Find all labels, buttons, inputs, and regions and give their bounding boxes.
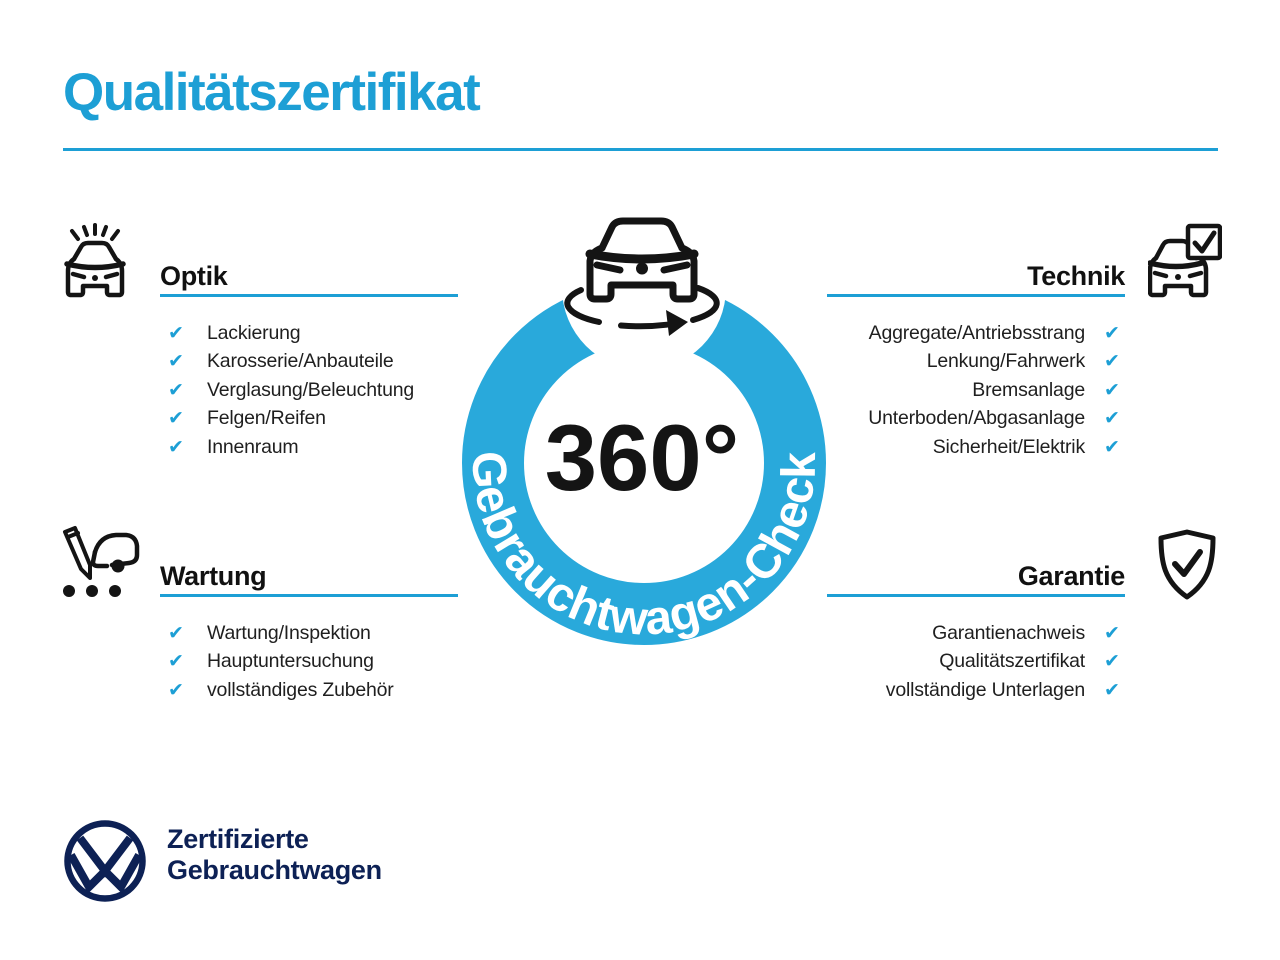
check-icon: ✔ xyxy=(1104,378,1120,401)
shield-check-icon xyxy=(1156,528,1218,602)
section-title-garantie: Garantie xyxy=(1017,561,1125,591)
checklist-item-label: Felgen/Reifen xyxy=(207,407,326,430)
checklist-item xyxy=(168,376,414,405)
checklist-item-label: vollständiges Zubehör xyxy=(207,678,394,701)
page-title: Qualitätszertifikat xyxy=(63,63,480,122)
checklist-item xyxy=(168,348,414,377)
checklist-wartung xyxy=(168,619,394,705)
checklist-optik xyxy=(168,319,414,462)
checklist-technik xyxy=(868,319,1126,462)
checklist-item xyxy=(886,648,1126,677)
check-icon: ✔ xyxy=(1104,321,1120,344)
check-icon: ✔ xyxy=(168,378,184,401)
checklist-garantie xyxy=(886,619,1126,705)
footer-brand-text xyxy=(167,824,382,885)
checklist-item-label: Qualitätszertifikat xyxy=(939,650,1085,673)
checklist-item-label: Wartung/Inspektion xyxy=(207,621,371,644)
check-icon: ✔ xyxy=(168,321,184,344)
title-divider xyxy=(63,148,1218,151)
check-icon: ✔ xyxy=(1104,350,1120,373)
checklist-item xyxy=(868,433,1126,462)
checklist-item-label: vollständige Unterlagen xyxy=(885,678,1085,701)
checklist-item-label: Bremsanlage xyxy=(972,378,1085,401)
check-icon: ✔ xyxy=(168,678,184,701)
checklist-item-label: Garantienachweis xyxy=(932,621,1085,644)
checklist-item xyxy=(168,619,394,648)
check-icon: ✔ xyxy=(168,435,184,458)
checklist-item xyxy=(886,676,1126,705)
badge-ring-label: Gebrauchtwagen-Check xyxy=(461,450,827,647)
checklist-item-label: Hauptuntersuchung xyxy=(207,650,374,673)
vw-logo-icon xyxy=(63,819,147,903)
footer-brand-line1: Zertifizierte xyxy=(167,824,309,854)
section-technik xyxy=(660,220,1222,480)
checklist-item-label: Sicherheit/Elektrik xyxy=(932,435,1085,458)
section-divider xyxy=(160,294,458,297)
checklist-item-label: Unterboden/Abgasanlage xyxy=(868,407,1085,430)
section-divider xyxy=(827,294,1125,297)
section-wartung xyxy=(60,520,622,780)
footer-brand-line2: Gebrauchtwagen xyxy=(167,854,382,885)
checklist-item-label: Verglasung/Beleuchtung xyxy=(207,378,415,401)
check-icon: ✔ xyxy=(1104,621,1120,644)
section-divider xyxy=(160,594,458,597)
check-icon: ✔ xyxy=(168,621,184,644)
check-icon: ✔ xyxy=(1104,678,1120,701)
checklist-item xyxy=(868,376,1126,405)
checklist-item xyxy=(886,619,1126,648)
section-optik xyxy=(60,220,622,480)
checklist-item xyxy=(168,648,394,677)
checklist-item-label: Lenkung/Fahrwerk xyxy=(926,350,1085,373)
checklist-item xyxy=(168,433,414,462)
check-icon: ✔ xyxy=(1104,435,1120,458)
checklist-item-label: Karosserie/Anbauteile xyxy=(207,350,394,373)
check-icon: ✔ xyxy=(1104,407,1120,430)
section-title-optik: Optik xyxy=(160,261,228,291)
checklist-item xyxy=(168,676,394,705)
section-garantie xyxy=(660,520,1222,780)
badge-center-label: 360° xyxy=(544,405,740,510)
checklist-item xyxy=(868,405,1126,434)
check-icon: ✔ xyxy=(168,407,184,430)
section-divider xyxy=(827,594,1125,597)
checklist-item xyxy=(868,319,1126,348)
car-checkbox-icon xyxy=(1148,222,1222,302)
check-icon: ✔ xyxy=(168,650,184,673)
car-shine-icon xyxy=(60,222,130,300)
checklist-item-label: Innenraum xyxy=(207,435,299,458)
checklist-item xyxy=(868,348,1126,377)
section-title-wartung: Wartung xyxy=(160,561,267,591)
section-title-technik: Technik xyxy=(1027,261,1125,291)
checklist-item-label: Lackierung xyxy=(207,321,301,344)
pencil-car-icon xyxy=(60,522,140,602)
checklist-item xyxy=(168,405,414,434)
check-icon: ✔ xyxy=(168,350,184,373)
checklist-item xyxy=(168,319,414,348)
check-icon: ✔ xyxy=(1104,650,1120,673)
checklist-item-label: Aggregate/Antriebsstrang xyxy=(868,321,1085,344)
